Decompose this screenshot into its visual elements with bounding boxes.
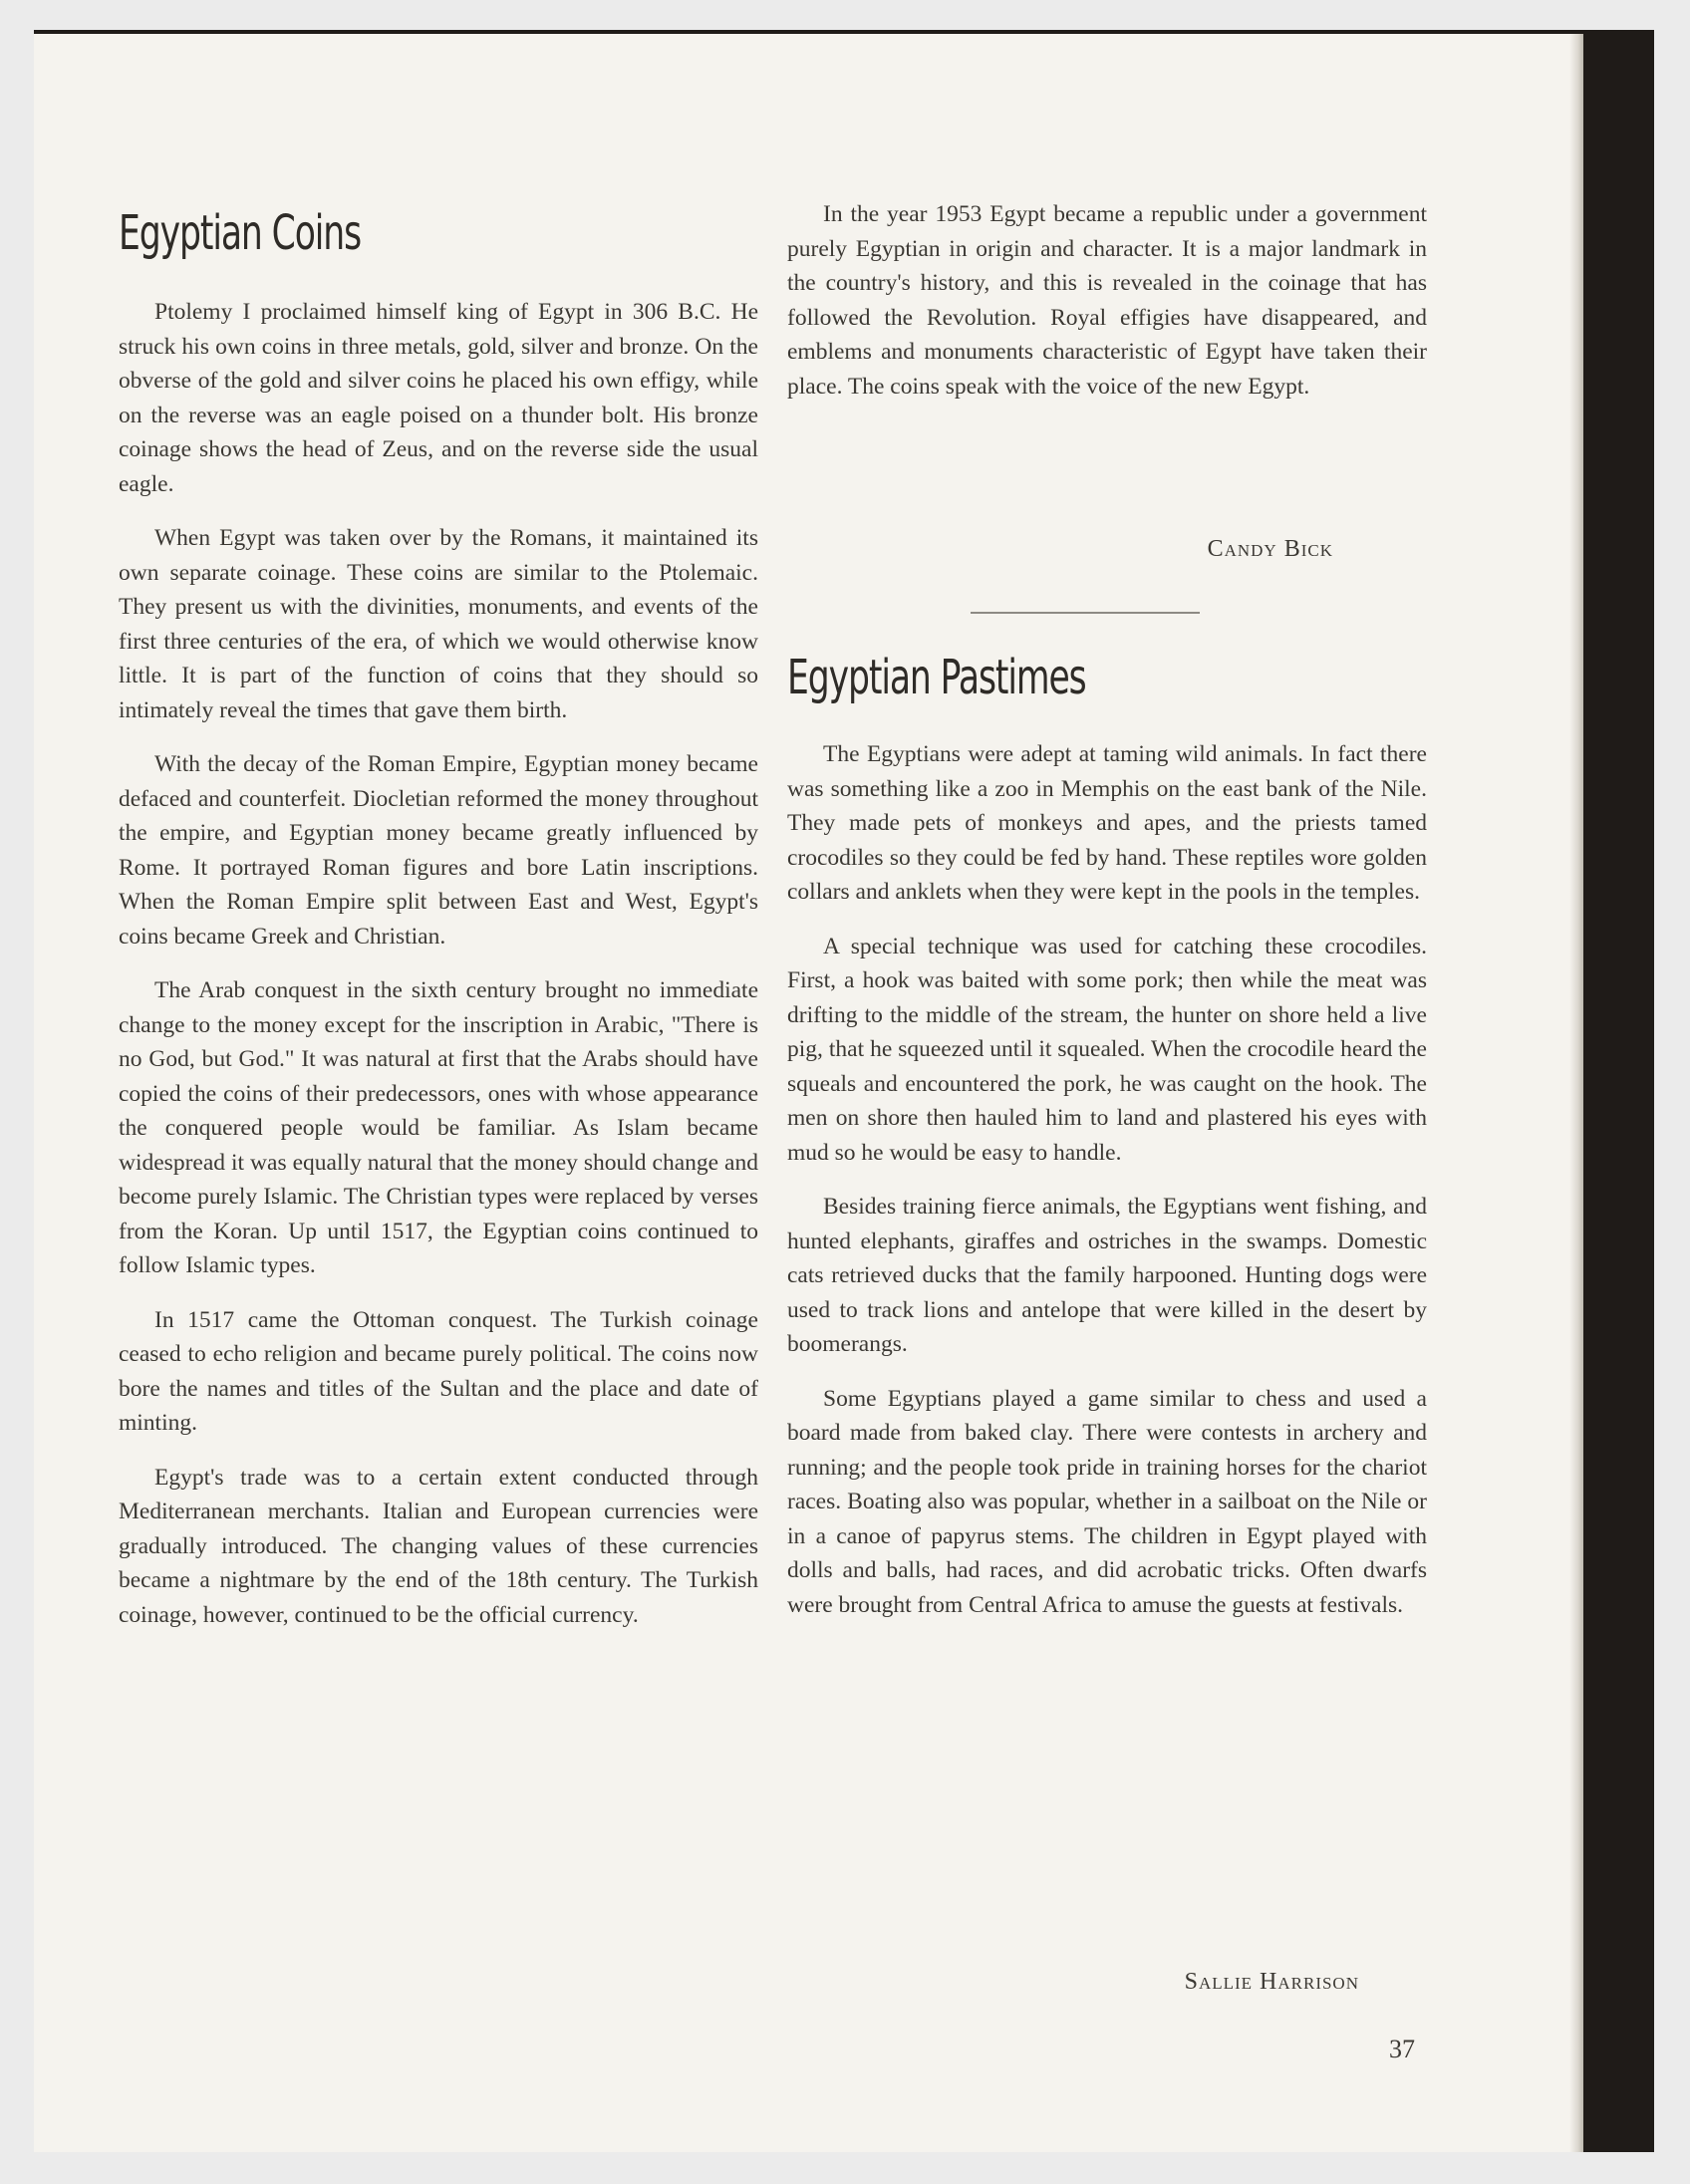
pastimes-title: Egyptian Pastimes: [787, 650, 1086, 705]
coins-article-column: [119, 295, 758, 1652]
pastimes-author: Sallie Harrison: [1184, 1969, 1359, 1995]
pastimes-paragraph: A special technique was used for catching these crocodiles. First, a hook was baited with some pork; then while the meat was drifting to the middle of the stream, the hunter on shore held a live pig, that he squeezed until it squealed. When the crocodile heard the squeals and encountered the pork, he was caught on the hook. The men on shore then hauled him to land and plastered his eyes with mud so he would be easy to handle.: [787, 933, 1427, 1166]
pastimes-paragraph: Some Egyptians played a game similar to chess and used a board made from baked clay. There were contests in archery and running; and the people took pride in training horses for the chariot races. Boating also was popular, whether in a sailboat on the Nile or in a canoe of papyrus stems. The children in Egypt played with dolls and balls, had races, and did acrobatic tricks. Often dwarfs were brought from Central Africa to amuse the guests at festivals.: [787, 1385, 1427, 1618]
coins-paragraph: Ptolemy I proclaimed himself king of Egypt in 306 B.C. He struck his own coins in three metals, gold, silver and bronze. On the obverse of the gold and silver coins he placed his own effigy, while on the reverse was an eagle poised on a thunder bolt. His bronze coinage shows the head of Zeus, and on the reverse side the usual eagle.: [119, 299, 758, 497]
page-number: 37: [1389, 2035, 1415, 2063]
coins-paragraph: The Arab conquest in the sixth century brought no immediate change to the money except for the inscription in Arabic, "There is no God, but God." It was natural at first that the Arabs should have copied the coins of their predecessors, ones with whose appearance the conquered people would be familiar. As Islam became widespread it was equally natural that the money should change and become purely Islamic. The Christian types were replaced by verses from the Koran. Up until 1517, the Egyptian coins continued to follow Islamic types.: [119, 977, 758, 1278]
coins-article-continuation: [787, 197, 1427, 423]
coins-author: Candy Bick: [1207, 536, 1333, 562]
pastimes-article-column: [787, 737, 1427, 1642]
pastimes-paragraph: The Egyptians were adept at taming wild animals. In fact there was something like a zoo in Memphis on the east bank of the Nile. They made pets of monkeys and apes, and the priests tamed crocodiles so they could be fed by hand. These reptiles wore golden collars and anklets when they were kept in the pools in the temples.: [787, 741, 1427, 905]
coins-paragraph: With the decay of the Roman Empire, Egyptian money became defaced and counterfeit. Diocletian reformed the money throughout the empire, and Egyptian money became greatly influenced by Rome. It portrayed Roman figures and bore Latin inscriptions. When the Roman Empire split between East and West, Egypt's coins became Greek and Christian.: [119, 751, 758, 950]
book-page: [34, 34, 1583, 2152]
pastimes-paragraph: Besides training fierce animals, the Egyptians went fishing, and hunted elephants, giraffes and ostriches in the swamps. Domestic cats retrieved ducks that the family harpooned. Hunting dogs were used to track lions and antelope that were killed in the desert by boomerangs.: [787, 1194, 1427, 1357]
page-edge-shadow: [1569, 34, 1583, 2152]
section-divider: [971, 612, 1200, 614]
coins-paragraph: When Egypt was taken over by the Romans, it maintained its own separate coinage. These coins are similar to the Ptolemaic. They present us with the divinities, monuments, and events of the first three centuries of the era, of which we would otherwise know little. It is part of the function of coins that they should so intimately reveal the times that gave them birth.: [119, 525, 758, 723]
coins-paragraph: In the year 1953 Egypt became a republic under a government purely Egyptian in origin and character. It is a major landmark in the country's history, and this is revealed in the coinage that has followed the Revolution. Royal effigies have disappeared, and emblems and monuments characteristic of Egypt have taken their place. The coins speak with the voice of the new Egypt.: [787, 201, 1427, 400]
coins-title: Egyptian Coins: [119, 205, 362, 261]
coins-paragraph: In 1517 came the Ottoman conquest. The Turkish coinage ceased to echo religion and became purely political. The coins now bore the names and titles of the Sultan and the place and date of minting.: [119, 1306, 758, 1436]
coins-paragraph: Egypt's trade was to a certain extent conducted through Mediterranean merchants. Italian and European currencies were gradually introduced. The changing values of these currencies became a nightmare by the end of the 18th century. The Turkish coinage, however, continued to be the official currency.: [119, 1464, 758, 1628]
